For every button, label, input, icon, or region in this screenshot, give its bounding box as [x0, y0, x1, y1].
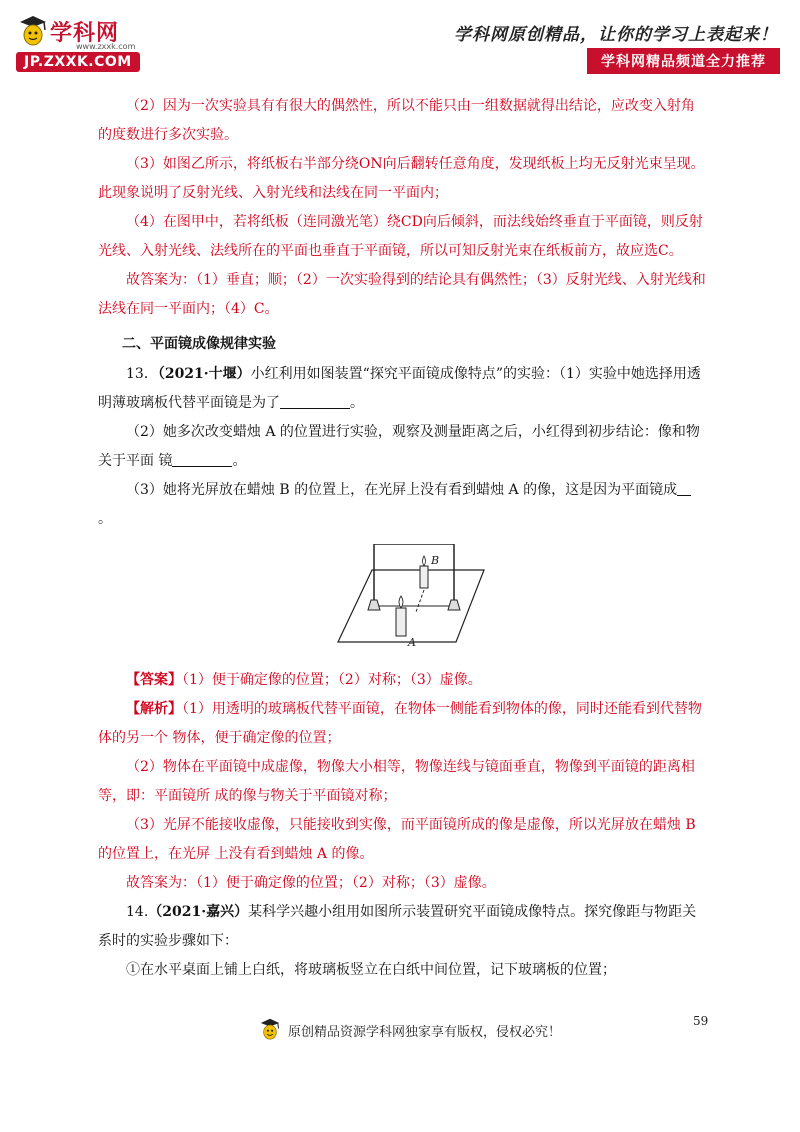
question-source: （2021·十堰） — [157, 366, 251, 382]
logo-url[interactable]: JP.ZXXK.COM — [16, 52, 140, 72]
experiment-figure — [336, 544, 496, 652]
analysis-line — [98, 695, 708, 753]
paragraph: （2）因为一次实验具有有很大的偶然性，所以不能只由一组数据就得出结论，应改变入射角的度数进行多次实验。 — [98, 98, 695, 143]
answer-text: （1）便于确定像的位置；（2）对称；（3）虚像。 — [182, 672, 482, 688]
question-14-step: ①在水平桌面上铺上白纸，将玻璃板竖立在白纸中间位置，记下玻璃板的位置； — [126, 962, 616, 978]
page-header — [0, 0, 800, 80]
answer-tag: 【答案】 — [126, 672, 182, 688]
analysis-line: （2）物体在平面镜中成虚像，物像大小相等，物像连线与镜面垂直，物像到平面镜的距离相等，即：平面镜所 成的像与物关于平面镜对称； — [98, 759, 695, 804]
logo-sub: www.zxxk.com — [76, 42, 136, 51]
plane-mirror-apparatus-figure — [336, 544, 496, 652]
page-footer — [258, 1016, 561, 1044]
logo-text: 学科网 — [50, 20, 120, 46]
figure-label-a: A — [408, 636, 416, 649]
question-text: 小红利用如图装置“探究平面镜成像特点”的实验：（1）实验中她选择用透明薄玻璃板代替平面镜是为了 — [98, 366, 701, 411]
paragraph: （3）如图乙所示，将纸板右半部分绕ON向后翻转任意角度，发现纸板上均无反射光束呈现。此现象说明了反射光线、入射光线和法线在同一平面内； — [98, 156, 705, 201]
question-14-stem — [98, 898, 708, 956]
question-13-part-3: （3）她将光屏放在蜡烛 B 的位置上，在光屏上没有看到蜡烛 A 的像，这是因为平面镜成 。 — [98, 476, 708, 534]
question-13-part-2: （2）她多次改变蜡烛 A 的位置进行实验，观察及测量距离之后，小红得到初步结论：像和物关于平面 镜 。 — [98, 424, 700, 469]
paragraph: （4）在图甲中，若将纸板（连同激光笔）绕CD向后倾斜，而法线始终垂直于平面镜，则反射光线、入射光线、法线所在的平面也垂直于平面镜，所以可知反射光束在纸板前方，故应选C。 — [98, 214, 703, 259]
question-number: 14. — [126, 904, 149, 920]
copyright-notice: 原创精品资源学科网独家享有版权，侵权必究！ — [288, 1024, 562, 1040]
header-slogan: 学科网原创精品，让你的学习上表起来！ — [454, 25, 778, 45]
answer-blank — [280, 394, 350, 409]
answer-blank — [677, 481, 691, 496]
paragraph: 故答案为：（1）垂直；顺；（2）一次实验得到的结论具有偶然性；（3）反射光线、入射光线和法线在同一平面内；（4）C。 — [98, 272, 706, 317]
question-13-stem: 13．（2021·十堰）小红利用如图装置“探究平面镜成像特点”的实验：（1）实验中她选择用透明薄玻璃板代替平面镜是为了 。 — [98, 366, 701, 411]
section-title: 二、平面镜成像规律实验 — [122, 336, 276, 352]
analysis-text: （1）用透明的玻璃板代替平面镜，在物体一侧能看到物体的像，同时还能看到代替物体的另一个 物体，便于确定像的位置； — [98, 701, 702, 746]
mascot-icon — [258, 1016, 282, 1044]
question-source: （2021·嘉兴） — [148, 904, 249, 920]
analysis-line: （3）光屏不能接收虚像，只能接收到实像，而平面镜所成的像是虚像，所以光屏放在蜡烛 B 的位置上，在光屏 上没有看到蜡烛 A 的像。 — [98, 817, 696, 862]
final-answer: 故答案为：（1）便于确定像的位置；（2）对称；（3）虚像。 — [126, 875, 496, 891]
analysis-tag: 【解析】 — [126, 701, 182, 717]
document-body — [98, 92, 708, 985]
figure-label-b: B — [431, 554, 440, 567]
mascot-icon — [16, 14, 50, 50]
question-text: 某科学兴趣小组用如图所示装置研究平面镜成像特点。探究像距与物距关系时的实验步骤如下： — [98, 904, 697, 949]
question-number: 13． — [126, 366, 158, 382]
logo — [16, 14, 166, 76]
page-number: 59 — [693, 1014, 709, 1028]
answer-blank — [172, 452, 232, 467]
answer-line — [98, 666, 708, 695]
header-banner: 学科网精品频道全力推荐 — [587, 48, 780, 74]
